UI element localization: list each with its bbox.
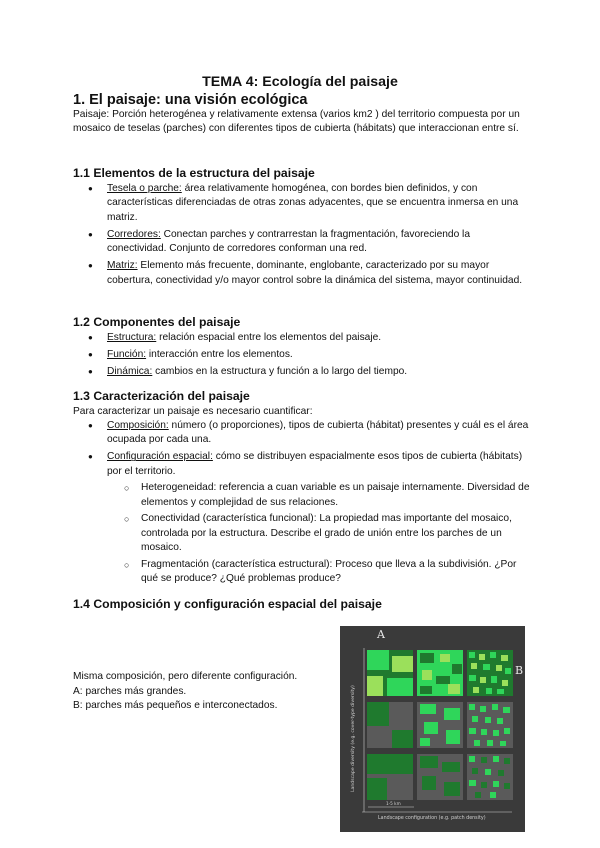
list-item-text: interacción entre los elementos. — [146, 349, 293, 360]
list-item-term: Matriz: — [107, 260, 138, 272]
list-item-term: Corredores: — [107, 228, 161, 240]
panel-row3-right — [467, 754, 513, 800]
sublist-item: ○ Conectividad (característica funcional): La propiedad mas importante del mosaico, controlada por la estructura. Describe el grado de unión entre los parches de un mosaico. — [107, 512, 531, 555]
list-item-term: Dinámica: — [107, 366, 153, 377]
panel-bottom-right — [467, 702, 513, 748]
structure-elements-list — [73, 182, 531, 291]
section-1-3-intro: Para caracterizar un paisaje es necesario cuantificar: — [73, 406, 313, 417]
panel-row3-left — [367, 754, 413, 800]
list-item-term: Estructura: — [107, 332, 157, 343]
section-1-3-heading: 1.3 Caracterización del paisaje — [73, 389, 250, 403]
list-item-text: relación espacial entre los elementos del paisaje. — [156, 332, 382, 343]
figure-caption — [73, 670, 333, 714]
section-1-4-heading: 1.4 Composición y configuración espacial del paisaje — [73, 597, 382, 611]
figure-x-axis-label: Landscape configuration (e.g. patch density) — [378, 816, 486, 821]
section-1-heading: 1. El paisaje: una visión ecológica — [73, 92, 308, 108]
figure-label-a: A — [377, 628, 385, 641]
list-item — [73, 365, 531, 379]
characterization-list — [73, 419, 531, 589]
figure-scale-label: 1-5 km — [386, 801, 401, 806]
list-item-term: Composición: — [107, 420, 169, 431]
panel-top-middle — [417, 650, 463, 696]
list-item-text: área relativamente homogénea, con bordes bien definidos, y con características diferenciadas de otras zonas adyacentes, que se encuentra inmersa en una matriz. — [107, 183, 519, 223]
sublist-item: ○ Heterogeneidad: referencia a cuan variable es un paisaje internamente. Diversidad de elementos y complejidad de sus relaciones. — [107, 481, 531, 510]
panel-row3-middle — [417, 754, 463, 800]
document-title: TEMA 4: Ecología del paisaje — [202, 74, 398, 90]
panel-bottom-left — [367, 702, 413, 748]
landscape-components-list — [73, 331, 531, 382]
list-item-text: cómo se distribuyen espacialmente esos tipos de cubierta (hábitats) por el territorio. — [107, 451, 523, 477]
list-item — [73, 450, 531, 586]
list-item-term: Configuración espacial: — [107, 451, 213, 463]
panel-bottom-middle — [417, 702, 463, 748]
panel-top-left — [367, 650, 413, 696]
list-item-term: Tesela o parche: — [107, 183, 182, 194]
landscape-configuration-figure — [340, 626, 525, 832]
section-1-2-heading: 1.2 Componentes del paisaje — [73, 315, 241, 329]
section-1-paragraph: Paisaje: Porción heterogénea y relativamente extensa (varios km2 ) del territorio compuesta por un mosaico de teselas (parches) con diferentes tipos de cubierta (hábitats) que interaccionan entre sí. — [73, 109, 520, 135]
list-item-text: Elemento más frecuente, dominante, englobante, caracterizado por su mayor cobertura, conectividad y/o mayor control sobre la dinámica del sistema, mayor continuidad. — [107, 260, 523, 286]
list-item-text: número (o proporciones), tipos de cubierta (hábitat) presentes y cuál es el área ocupada por cada una. — [107, 420, 529, 446]
list-item-term: Función: — [107, 349, 147, 360]
section-1-1-heading: 1.1 Elementos de la estructura del paisaje — [73, 166, 315, 180]
sublist-item: ○ Fragmentación (característica estructural): Proceso que lleva a la subdivisión. ¿Por qué se produce? ¿Qué problemas produce? — [107, 558, 531, 587]
figure-label-b: B — [515, 664, 524, 677]
list-item — [73, 348, 531, 362]
caption-line: A: parches más grandes. — [73, 685, 187, 697]
list-item-text: Conectan parches y contrarrestan la fragmentación, favoreciendo la conectividad. Conjunto de corredores conforman una red. — [107, 228, 470, 255]
landscape-figure-svg — [340, 626, 525, 832]
figure-y-axis-label: Landscape diversity (e.g. cover-type diversity) — [351, 685, 356, 792]
caption-line: B: parches más pequeños e interconectados. — [73, 700, 278, 712]
list-item — [73, 331, 531, 345]
list-item-text: cambios en la estructura y función a lo largo del tiempo. — [152, 366, 408, 377]
list-item — [73, 228, 531, 257]
list-item — [73, 182, 531, 225]
panel-top-right — [467, 650, 513, 696]
configuration-sublist — [107, 481, 531, 587]
list-item — [73, 259, 531, 288]
list-item — [73, 419, 531, 448]
caption-line: Misma composición, pero diferente configuración. — [73, 671, 298, 682]
